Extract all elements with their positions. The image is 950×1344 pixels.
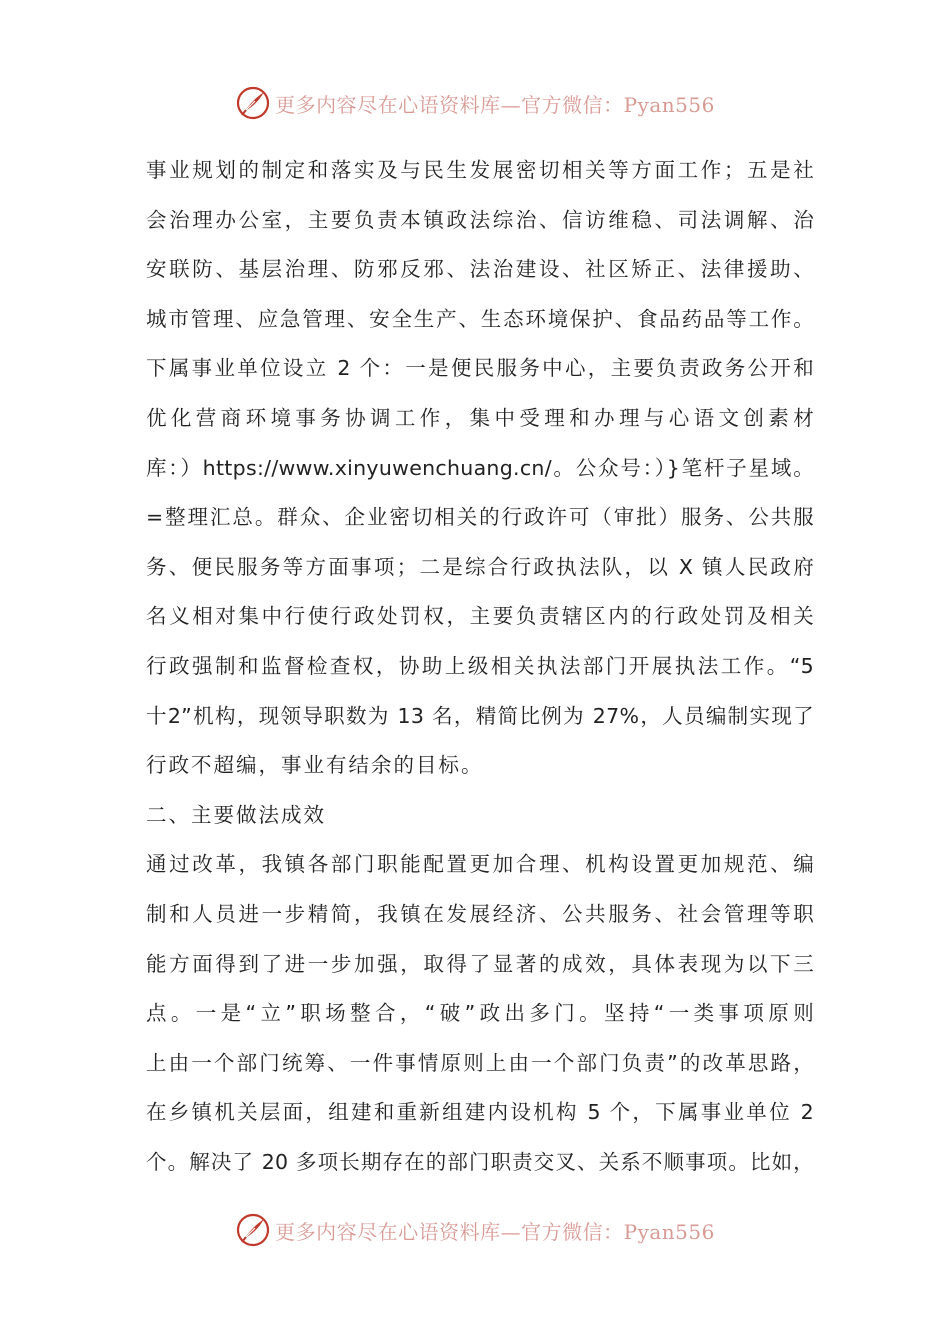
footer-banner bbox=[0, 1208, 950, 1252]
body-line: 能方面得到了进一步加强，取得了显著的成效，具体表现为以下三 bbox=[146, 951, 814, 976]
body-line: 事业规划的制定和落实及与民生发展密切相关等方面工作；五是社 bbox=[146, 158, 814, 182]
body-line: 在乡镇机关层面，组建和重新组建内设机构 5 个，下属事业单位 2 bbox=[146, 1100, 814, 1125]
body-line: 会治理办公室，主要负责本镇政法综治、信访维稳、司法调解、治 bbox=[146, 207, 814, 232]
footer-banner-text: 更多内容尽在心语资料库—官方微信：Pyan556 bbox=[275, 1219, 715, 1244]
header-banner bbox=[0, 81, 950, 125]
body-line: 制和人员进一步精简，我镇在发展经济、公共服务、社会管理等职 bbox=[146, 901, 814, 926]
body-line-with-link: 库：）https://www.xinyuwenchuang.cn/。公众号：）}笔杆子星域。 bbox=[146, 455, 814, 480]
section-heading: 二、主要做法成效 bbox=[146, 802, 326, 827]
quill-logo-icon bbox=[235, 85, 271, 121]
body-line: 个。解决了 20 多项长期存在的部门职责交叉、关系不顺事项。比如， bbox=[146, 1149, 814, 1174]
body-line: 行政强制和监督检查权，协助上级相关执法部门开展执法工作。“5 bbox=[146, 653, 814, 678]
body-line: 名义相对集中行使行政处罚权，主要负责辖区内的行政处罚及相关 bbox=[146, 604, 814, 629]
body-line: 点。一是“立”职场整合，“破”政出多门。坚持“一类事项原则 bbox=[146, 1001, 814, 1026]
body-line: 十2”机构，现领导职数为 13 名，精简比例为 27%，人员编制实现了 bbox=[146, 703, 814, 728]
document-body bbox=[146, 146, 814, 1187]
header-banner-text: 更多内容尽在心语资料库—官方微信：Pyan556 bbox=[275, 92, 715, 117]
quill-logo-icon bbox=[235, 1212, 271, 1248]
body-line: 通过改革，我镇各部门职能配置更加合理、机构设置更加规范、编 bbox=[146, 852, 814, 877]
body-line: 安联防、基层治理、防邪反邪、法治建设、社区矫正、法律援助、 bbox=[146, 257, 814, 282]
body-line: =整理汇总。群众、企业密切相关的行政许可（审批）服务、公共服 bbox=[146, 505, 814, 530]
body-line: 上由一个部门统筹、一件事情原则上由一个部门负责”的改革思路， bbox=[146, 1050, 814, 1075]
body-line: 优化营商环境事务协调工作，集中受理和办理与心语文创素材 bbox=[146, 405, 814, 430]
body-line: 务、便民服务等方面事项；二是综合行政执法队，以 X 镇人民政府 bbox=[146, 554, 814, 579]
body-line: 下属事业单位设立 2 个：一是便民服务中心，主要负责政务公开和 bbox=[146, 356, 814, 381]
body-line: 城市管理、应急管理、安全生产、生态环境保护、食品药品等工作。 bbox=[146, 306, 814, 331]
body-line: 行政不超编，事业有结余的目标。 bbox=[146, 753, 484, 778]
